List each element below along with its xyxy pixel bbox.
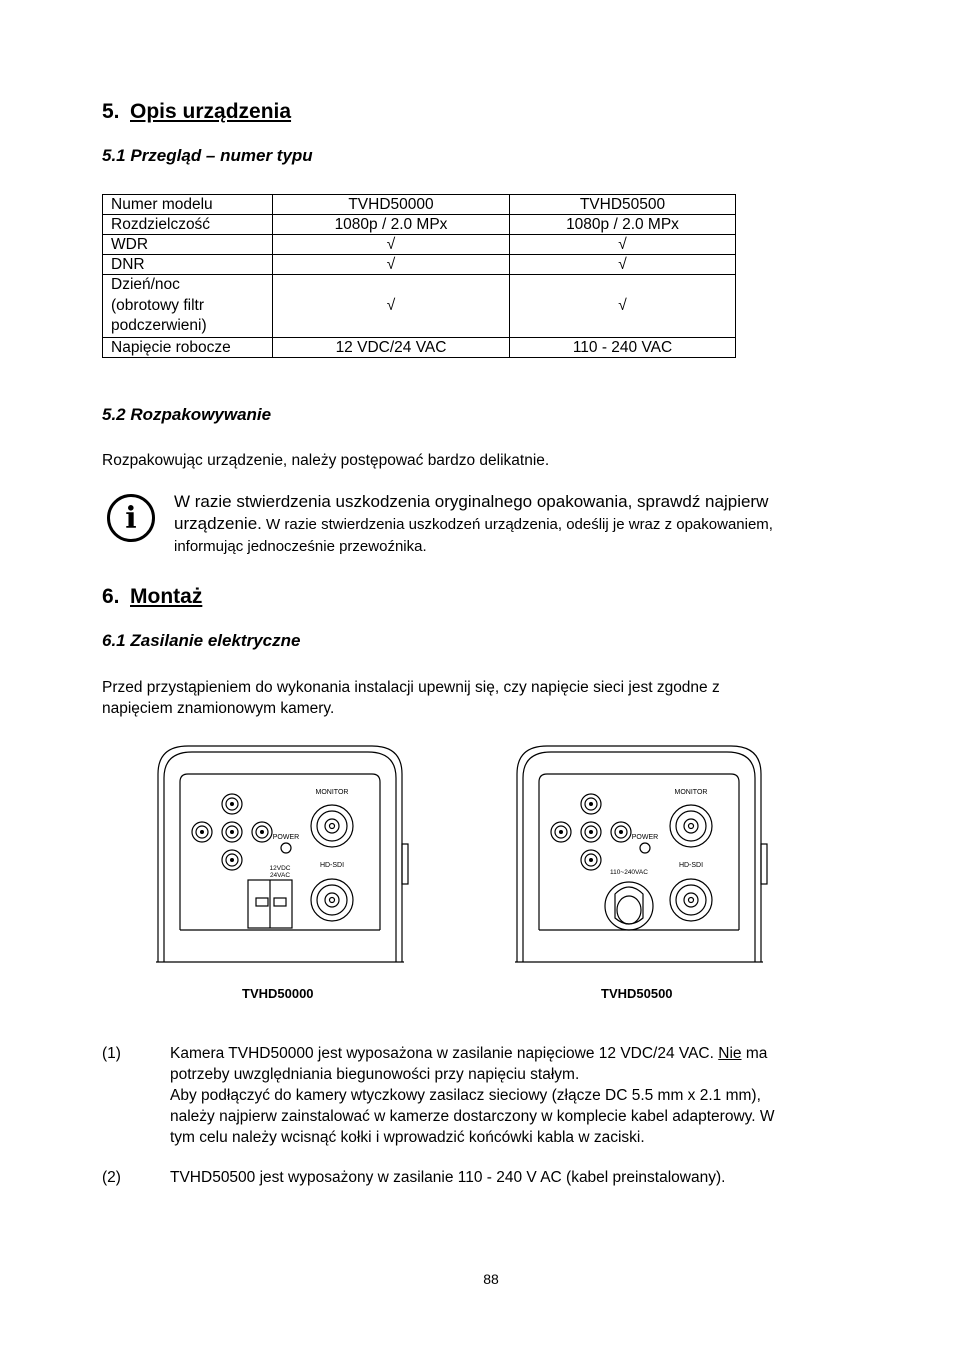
- table-cell: Rozdzielczość: [103, 215, 273, 235]
- section-title: Montaż: [130, 585, 203, 608]
- table-cell: TVHD50000: [273, 195, 510, 215]
- table-row: [103, 337, 736, 357]
- table-cell: 1080p / 2.0 MPx: [273, 215, 510, 235]
- section-title: Opis urządzenia: [130, 100, 292, 123]
- section-number: 5.: [102, 100, 120, 123]
- text-span-underlined: Nie: [718, 1045, 742, 1062]
- text-line: należy najpierw zainstalować w kamerze dostarczony w komplecie kabel adapterowy. W: [170, 1108, 775, 1125]
- info-note-line: informując jednocześnie przewoźnika.: [174, 538, 427, 555]
- cell-line: (obrotowy filtr: [111, 296, 205, 314]
- table-row: [103, 235, 736, 255]
- table-cell: 1080p / 2.0 MPx: [510, 215, 736, 235]
- monitor-label: MONITOR: [674, 789, 708, 796]
- info-note-line: W razie stwierdzenia uszkodzenia oryginalnego opakowania, sprawdź najpierw: [174, 492, 769, 511]
- hd-sdi-label: HD-SDI: [319, 862, 345, 869]
- table-cell: WDR: [103, 235, 273, 255]
- unpacking-text: Rozpakowując urządzenie, należy postępować bardzo delikatnie.: [102, 452, 550, 469]
- check-mark: √: [273, 235, 510, 255]
- info-note-text: urządzenie.: [174, 514, 262, 533]
- table-row: [103, 195, 736, 215]
- info-note: [174, 491, 894, 557]
- cell-line: podczerwieni): [111, 317, 207, 334]
- text-line: Przed przystąpieniem do wykonania instalacji upewnij się, czy napięcie sieci jest zgodne z: [102, 679, 720, 696]
- list-item-number: (2): [102, 1169, 121, 1186]
- section-6-1-heading: 6.1 Zasilanie elektryczne: [102, 631, 301, 650]
- check-mark: √: [510, 275, 736, 338]
- text-line: tym celu należy wcisnąć kołki i wprowadzić końcówki kabla w zaciski.: [170, 1129, 645, 1146]
- table-row: [103, 255, 736, 275]
- text-line: Aby podłączyć do kamery wtyczkowy zasilacz sieciowy (złącze DC 5.5 mm x 2.1 mm),: [170, 1087, 761, 1104]
- voltage-label: 24VAC: [269, 872, 291, 879]
- figure-caption: TVHD50000: [242, 986, 314, 1001]
- text-line: potrzeby uwzględniania biegunowości przy napięciu stałym.: [170, 1066, 580, 1083]
- table-cell: Napięcie robocze: [103, 337, 273, 357]
- text-span: Kamera TVHD50000 jest wyposażona w zasilanie napięciowe 12 VDC/24 VAC.: [170, 1045, 719, 1062]
- camera-rear-diagram-tvhd50500: [511, 744, 773, 966]
- spec-table: [102, 194, 736, 358]
- cell-line: Dzień/noc: [111, 276, 180, 293]
- power-label: POWER: [631, 834, 659, 841]
- table-cell: Numer modelu: [103, 195, 273, 215]
- info-note-line: [174, 513, 894, 536]
- check-mark: √: [273, 255, 510, 275]
- power-intro-text: [102, 677, 862, 719]
- text-span: ma: [741, 1045, 768, 1062]
- hd-sdi-label: HD-SDI: [678, 862, 704, 869]
- table-row: [103, 275, 736, 338]
- table-cell: DNR: [103, 255, 273, 275]
- section-5-heading: [102, 100, 291, 124]
- section-5-1-heading: 5.1 Przegląd – numer typu: [102, 146, 313, 165]
- info-icon: i: [107, 494, 155, 542]
- page-number: 88: [483, 1271, 499, 1287]
- text-line: [170, 1043, 890, 1064]
- section-number: 6.: [102, 585, 120, 608]
- check-mark: √: [510, 235, 736, 255]
- monitor-label: MONITOR: [315, 789, 349, 796]
- table-cell: TVHD50500: [510, 195, 736, 215]
- table-cell: [103, 275, 273, 338]
- list-item-number: (1): [102, 1045, 121, 1062]
- text-line: napięciem znamionowym kamery.: [102, 700, 335, 717]
- camera-rear-diagram-tvhd50000: [152, 744, 414, 966]
- voltage-label: 12VDC: [269, 865, 291, 872]
- table-cell: 12 VDC/24 VAC: [273, 337, 510, 357]
- check-mark: √: [273, 275, 510, 338]
- list-item: [170, 1043, 890, 1148]
- figure-caption: TVHD50500: [601, 986, 673, 1001]
- section-6-heading: [102, 585, 202, 609]
- section-5-2-heading: 5.2 Rozpakowywanie: [102, 405, 272, 424]
- check-mark: √: [510, 255, 736, 275]
- table-row: [103, 215, 736, 235]
- power-label: POWER: [272, 834, 300, 841]
- info-note-text: W razie stwierdzenia uszkodzeń urządzenia, odeślij je wraz z opakowaniem,: [261, 516, 773, 533]
- table-cell: 110 - 240 VAC: [510, 337, 736, 357]
- voltage-label: 110~240VAC: [610, 869, 648, 876]
- list-item: TVHD50500 jest wyposażony w zasilanie 110 - 240 V AC (kabel preinstalowany).: [170, 1169, 726, 1186]
